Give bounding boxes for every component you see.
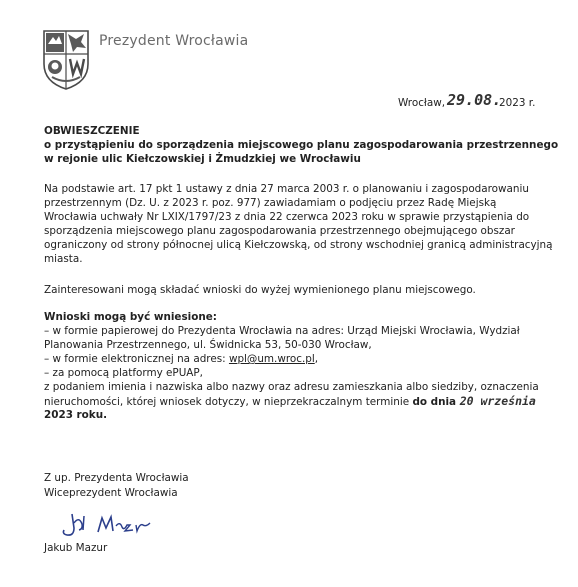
legal-basis-line: Wrocławia uchwały Nr LXIX/1797/23 z dnia 22 czerwca 2023 roku w sprawie przystąpienia do [44,211,530,223]
legal-basis-line: ograniczony od strony północnej ulicą Kiełczowską, od strony wschodniej granicą administracyjną [44,239,553,251]
email-link[interactable]: wpl@um.wroc.pl [228,353,315,365]
handwritten-date: 29.08. [447,91,502,109]
option-epuap: – za pomocą platformy ePUAP, [44,367,203,379]
conditions-line-1: z podaniem imienia i nazwiska albo nazwy oraz adresu zamieszkania albo siedziby, oznaczenia [44,381,539,393]
signatory-name: Jakub Mazur [44,542,108,554]
option-electronic [44,352,318,367]
wroclaw-coat-of-arms-icon [43,30,89,90]
legal-basis-line: sporządzenia miejscowego planu zagospodarowania przestrzennego obejmującego obszar [44,225,515,237]
conditions-prefix: nieruchomości, której wniosek dotyczy, w nieprzekraczalnym terminie [44,396,413,408]
notice-title: OBWIESZCZENIE [44,125,140,137]
interested-parties-text: Zainteresowani mogą składać wnioski do wyżej wymienionego planu miejscowego. [44,284,476,296]
notice-subtitle-line-1: o przystąpieniu do sporządzenia miejscowego planu zagospodarowania przestrzennego [44,139,559,151]
option-electronic-prefix: – w formie elektronicznej na adres: [44,353,229,365]
date-year: 2023 r. [499,97,536,109]
legal-basis-line: przestrzennym (Dz. U. z 2023 r. poz. 977) zawiadamiam o podjęciu przez Radę Miejską [44,197,497,209]
deadline-year: 2023 roku. [44,409,108,421]
office-name: Prezydent Wrocławia [99,33,249,49]
notice-subtitle-line-2: w rejonie ulic Kiełczowskiej i Żmudzkiej we Wrocławiu [44,153,361,165]
legal-basis-line: miasta. [44,253,83,265]
deadline-label: do dnia [412,396,460,408]
option-paper-line-1: – w formie papierowej do Prezydenta Wrocławia na adres: Urząd Miejski Wrocławia, Wydział [44,325,520,337]
handwritten-signature [58,510,168,542]
legal-basis-line: Na podstawie art. 17 pkt 1 ustawy z dnia 27 marca 2003 r. o planowaniu i zagospodarowaniu [44,183,529,195]
signoff-line-1: Z up. Prezydenta Wrocławia [44,472,189,484]
conditions-line-2 [44,394,536,410]
option-electronic-suffix: , [314,353,319,365]
requests-heading: Wnioski mogą być wniesione: [44,311,217,323]
place-label: Wrocław, [398,97,446,109]
handwritten-deadline: 20 września [459,394,536,408]
option-paper-line-2: Planowania Przestrzennego, ul. Świdnicka 53, 50-030 Wrocław, [44,339,372,351]
signoff-line-2: Wiceprezydent Wrocławia [44,487,178,499]
